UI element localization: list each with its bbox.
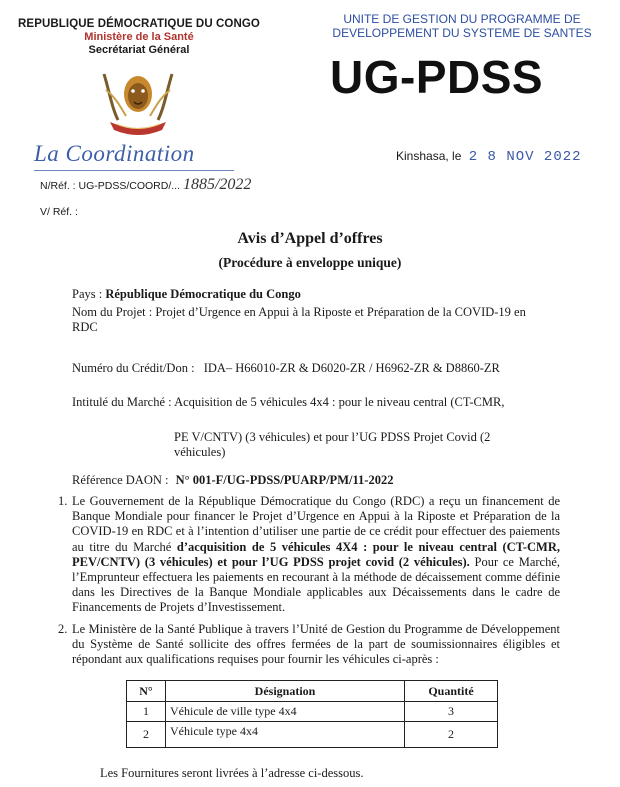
country-name: REPUBLIQUE DÉMOCRATIQUE DU CONGO (18, 18, 260, 30)
paragraph-1-text: Le Gouvernement de la République Démocratique du Congo (RDC) a reçu un financement de Banque Mondiale pour financer le Projet d’Urgence en Appui à la Riposte et Préparation de la COVID-19 en RDC et à l’intention d’utiliser une partie de ce crédit pour effectuer des paiements au titre du Marché (72, 494, 560, 554)
daon-field (72, 473, 393, 488)
daon-value: N° 001-F/UG-PDSS/PUARP/PM/11-2022 (175, 473, 394, 487)
date-line (396, 149, 582, 165)
project-value-line2: RDC (72, 320, 98, 334)
paragraph-1 (58, 494, 561, 616)
column-header-designation: Désignation (166, 681, 405, 702)
table-row (127, 722, 498, 748)
coordination-heading: La Coordination (34, 141, 195, 166)
row-quantity: 3 (405, 702, 498, 722)
paragraph-1-number: 1. (58, 494, 68, 508)
row-designation: Véhicule de ville type 4x4 (166, 702, 405, 722)
ug-pdss-logo: UG-PDSS (330, 51, 544, 103)
paragraph-1-bold: d’acquisition de 5 véhicules 4X4 : pour le niveau central (CT-CMR, PEV/CNTV) (3 véhicules) et pour l’UG PDSS projet covid (2 véhicules). (72, 539, 561, 569)
vehicles-table (126, 680, 498, 748)
date-stamp: 2 8 NOV 2022 (468, 149, 582, 165)
contract-value-line1: Acquisition de 5 véhicules 4x4 : pour le niveau central (CT-CMR, (174, 395, 505, 409)
unit-name-line1: UNITE DE GESTION DU PROGRAMME DE (343, 12, 581, 26)
credit-value: IDA– H66010-ZR & D6020-ZR / H6962-ZR & D8860-ZR (203, 361, 500, 375)
contract-value-line2: PE V/CNTV) (3 véhicules) et pour l’UG PDSS Projet Covid (2 (174, 430, 491, 444)
paragraph-2-number: 2. (58, 621, 68, 636)
our-reference-label: N/Réf. : UG-PDSS/COORD/... (40, 180, 181, 192)
handwritten-reference: 1885/2022 (182, 176, 252, 193)
country-field (72, 287, 301, 302)
your-reference: V/ Réf. : (40, 206, 78, 218)
contract-label: Intitulé du Marché : (72, 395, 172, 409)
delivery-note: Les Fournitures seront livrées à l’adresse ci-dessous. (100, 766, 364, 780)
table-row (127, 702, 498, 722)
coat-of-arms-emblem (96, 64, 180, 138)
document-subtitle: (Procédure à enveloppe unique) (218, 255, 402, 270)
paragraph-2-text: Le Ministère de la Santé Publique à travers l’Unité de Gestion du Programme de Développement du Système de Santé sollicite des offres fermées de la part de soumissionnaires éligibles et répondant aux qualifications requises pour fournir les véhicules ci-après : (72, 621, 560, 667)
letterhead-right (322, 12, 602, 40)
contract-value-line3: véhicules) (174, 445, 226, 459)
secretariat-name: Secrétariat Général (88, 44, 190, 56)
document-title: Avis d’Appel d’offres (237, 230, 383, 247)
paragraph-1-text-end: Pour ce Marché, l’Emprunteur effectuera les paiements en recourant à la méthode de décaissement comme définie dans les Directives de la Banque Mondiale applicables aux Décaissements dans le cadre de Financements de Projets d’Investissement. (72, 554, 561, 615)
column-header-quantity: Quantité (405, 681, 498, 702)
place-label: Kinshasa, le (396, 149, 462, 163)
numbered-paragraphs (58, 494, 561, 667)
contract-field-label-row (72, 395, 504, 410)
ministry-name: Ministère de la Santé (84, 31, 194, 43)
row-quantity: 2 (405, 722, 498, 748)
credit-label: Numéro du Crédit/Don : (72, 361, 195, 375)
letterhead-left (14, 18, 264, 56)
contract-field-continuation (174, 430, 534, 460)
paragraph-2 (58, 621, 560, 668)
project-label: Nom du Projet : (72, 305, 153, 319)
our-reference (40, 176, 251, 194)
project-field (72, 305, 542, 335)
country-value: République Démocratique du Congo (105, 287, 301, 301)
credit-field (72, 361, 500, 376)
row-number: 1 (127, 702, 166, 722)
row-number: 2 (127, 722, 166, 748)
daon-label: Référence DAON : (72, 473, 169, 487)
table-header-row (127, 681, 498, 702)
row-designation: Véhicule type 4x4 (166, 722, 405, 748)
coordination-underline (34, 170, 234, 171)
unit-name-line2: DEVELOPPEMENT DU SYSTEME DE SANTES (332, 26, 592, 40)
country-label: Pays : (72, 287, 103, 301)
project-value-line1: Projet d’Urgence en Appui à la Riposte et Préparation de la COVID-19 en (155, 305, 526, 319)
column-header-number: N° (127, 681, 166, 702)
